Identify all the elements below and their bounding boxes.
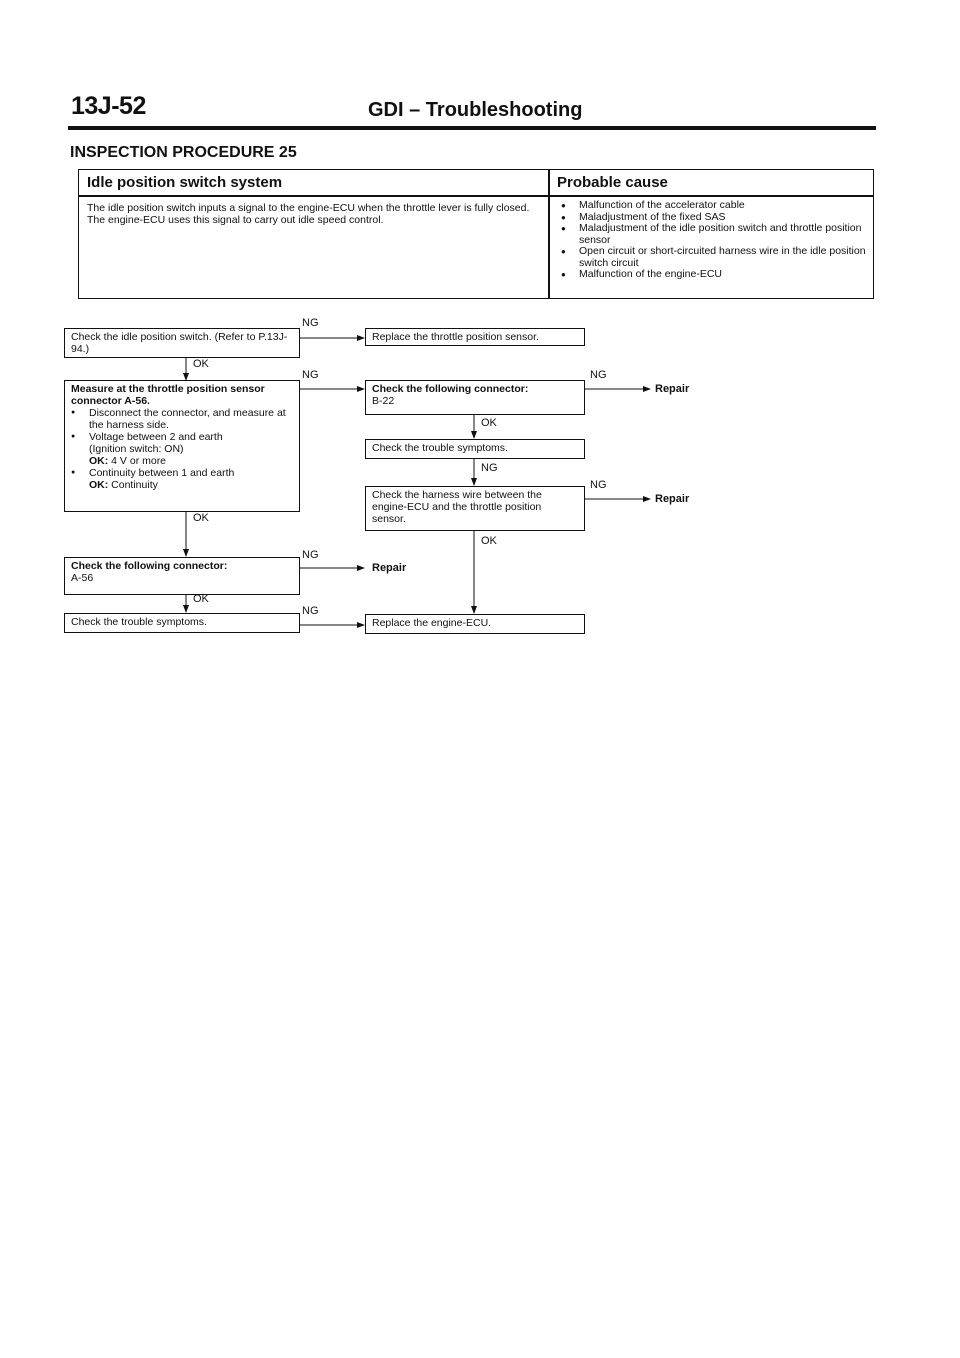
branch-ng: NG [302, 549, 319, 561]
measure-ignition-note: (Ignition switch: ON) [89, 443, 184, 455]
step-check-connector-a56 [64, 557, 300, 595]
connector-title: Check the following connector: [372, 383, 529, 395]
step-check-trouble-symptoms: Check the trouble symptoms. [365, 439, 585, 459]
branch-ng: NG [302, 369, 319, 381]
ok-label: OK: [89, 479, 109, 491]
cause-item: ● Malfunction of the accelerator cable [555, 200, 867, 212]
branch-ok: OK [193, 358, 209, 370]
connector-title: Check the following connector: [71, 560, 228, 572]
cause-item: ● Maladjustment of the idle position switch and throttle position sensor [555, 223, 867, 246]
page-title: GDI – Troubleshooting [368, 99, 583, 121]
cause-item: ● Maladjustment of the fixed SAS [555, 212, 867, 224]
step-check-harness-wire: Check the harness wire between the engine-ECU and the throttle position sensor. [365, 486, 585, 531]
branch-ng: NG [302, 605, 319, 617]
branch-ok: OK [481, 417, 497, 429]
branch-ng: NG [302, 317, 319, 329]
step-replace-engine-ecu: Replace the engine-ECU. [365, 614, 585, 634]
branch-ok: OK [193, 593, 209, 605]
cause-item: ● Malfunction of the engine-ECU [555, 269, 867, 281]
table-heading-system: Idle position switch system [87, 174, 283, 191]
ok-value: Continuity [111, 479, 158, 491]
measure-ok-voltage [71, 455, 293, 467]
measure-bullet-continuity: ● Continuity between 1 and earth [71, 467, 293, 479]
step-measure-tps-connector [64, 380, 300, 512]
ok-value: 4 V or more [111, 455, 167, 467]
table-heading-cause: Probable cause [557, 174, 668, 191]
branch-ng: NG [590, 479, 607, 491]
step-check-trouble-symptoms: Check the trouble symptoms. [64, 613, 300, 633]
connector-id: A-56 [71, 572, 94, 584]
ok-label: OK: [89, 455, 109, 467]
branch-ok: OK [481, 535, 497, 547]
result-repair: Repair [655, 493, 690, 505]
step-check-idle-switch: Check the idle position switch. (Refer to P.13J-94.) [64, 328, 300, 358]
result-repair: Repair [655, 383, 690, 395]
step-check-connector-b22 [365, 380, 585, 415]
result-repair: Repair [372, 562, 407, 574]
procedure-title: INSPECTION PROCEDURE 25 [70, 144, 297, 161]
measure-ok-continuity [71, 479, 293, 491]
branch-ok: OK [193, 512, 209, 524]
page-number: 13J-52 [71, 92, 146, 120]
measure-bullet-disconnect: ● Disconnect the connector, and measure at the harness side. [71, 407, 293, 431]
system-description: The idle position switch inputs a signal to the engine-ECU when the throttle lever is fully closed. The engine-ECU uses this signal to carry out idle speed control. [87, 202, 530, 226]
cause-item: ● Open circuit or short-circuited harness wire in the idle position switch circuit [555, 246, 867, 269]
step-replace-tps: Replace the throttle position sensor. [365, 328, 585, 346]
measure-title: Measure at the throttle position sensor connector A-56. [71, 383, 265, 407]
branch-ng: NG [590, 369, 607, 381]
measure-bullet-voltage: ● Voltage between 2 and earth [71, 431, 293, 443]
branch-ng: NG [481, 462, 498, 474]
connector-id: B-22 [372, 395, 395, 407]
